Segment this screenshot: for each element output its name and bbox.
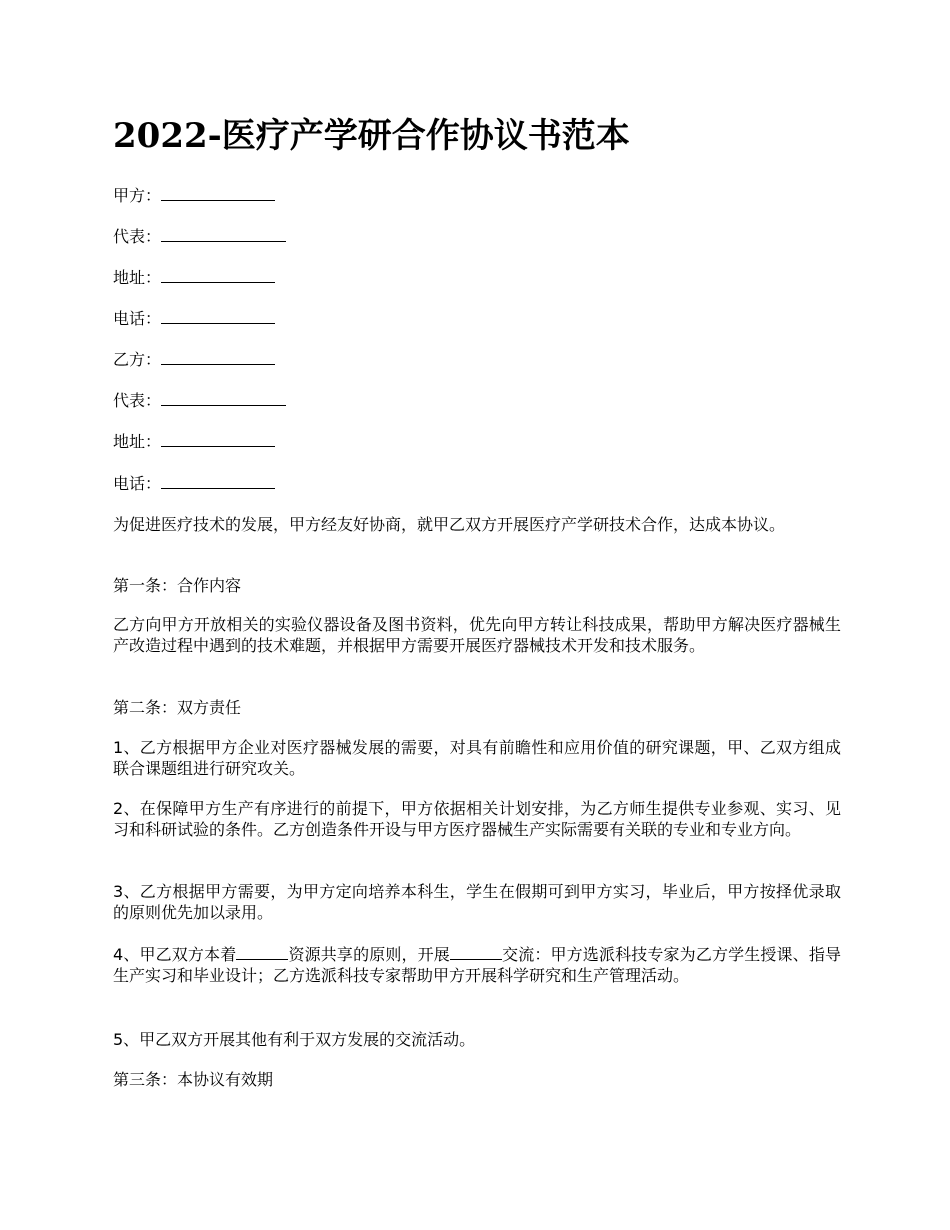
party-b-phone-field xyxy=(113,472,275,495)
item-4-text-middle: 资源共享的原则，开展 xyxy=(288,945,450,964)
party-a-name-field xyxy=(113,184,275,207)
blank-line xyxy=(161,225,286,242)
field-label: 电话： xyxy=(113,309,162,328)
blank-line xyxy=(161,472,275,489)
article-2-item-2: 2、在保障甲方生产有序进行的前提下，甲方依据相关计划安排，为乙方师生提供专业参观、实习、见习和科研试验的条件。乙方创造条件开设与甲方医疗器械生产实际需要有关联的专业和专业方向。 xyxy=(113,799,841,839)
intro-paragraph: 为促进医疗技术的发展，甲方经友好协商，就甲乙双方开展医疗产学研技术合作，达成本协议。 xyxy=(113,515,786,534)
item-4-text-end: 交流：甲方选派科技专家为乙方学生授课、指导生产实习和毕业设计；乙方选派科技专家帮助甲方开展科学研究和生产管理活动。 xyxy=(113,945,841,985)
blank-line xyxy=(161,266,275,283)
blank-line xyxy=(236,944,288,960)
blank-line xyxy=(450,944,502,960)
article-2-item-3: 3、乙方根据甲方需要，为甲方定向培养本科生，学生在假期可到甲方实习，毕业后，甲方按择优录取的原则优先加以录用。 xyxy=(113,882,841,922)
article-2-item-4 xyxy=(113,944,841,986)
field-label: 乙方： xyxy=(113,350,162,369)
field-label: 电话： xyxy=(113,474,162,493)
field-label: 代表： xyxy=(113,227,162,246)
party-b-representative-field xyxy=(113,389,286,412)
party-a-address-field xyxy=(113,266,275,289)
article-2-heading: 第二条：双方责任 xyxy=(113,698,242,717)
field-label: 代表： xyxy=(113,391,162,410)
document-title: 2022-医疗产学研合作协议书范本 xyxy=(113,116,630,156)
blank-line xyxy=(161,184,275,201)
field-label: 甲方： xyxy=(113,186,162,205)
article-2-item-1: 1、乙方根据甲方企业对医疗器械发展的需要，对具有前瞻性和应用价值的研究课题，甲、乙双方组成联合课题组进行研究攻关。 xyxy=(113,738,841,778)
party-a-representative-field xyxy=(113,225,286,248)
article-1-body: 乙方向甲方开放相关的实验仪器设备及图书资料，优先向甲方转让科技成果，帮助甲方解决医疗器械生产改造过程中遇到的技术难题，并根据甲方需要开展医疗器械技术开发和技术服务。 xyxy=(113,615,841,655)
field-label: 地址： xyxy=(113,432,162,451)
party-b-name-field xyxy=(113,348,275,371)
blank-line xyxy=(161,348,275,365)
field-label: 地址： xyxy=(113,268,162,287)
blank-line xyxy=(161,307,275,324)
item-4-text-start: 4、甲乙双方本着 xyxy=(113,945,237,964)
article-3-heading: 第三条：本协议有效期 xyxy=(113,1070,274,1089)
article-1-heading: 第一条：合作内容 xyxy=(113,576,242,595)
blank-line xyxy=(161,430,275,447)
blank-line xyxy=(161,389,286,406)
party-a-phone-field xyxy=(113,307,275,330)
article-2-item-5: 5、甲乙双方开展其他有利于双方发展的交流活动。 xyxy=(113,1030,476,1049)
party-b-address-field xyxy=(113,430,275,453)
